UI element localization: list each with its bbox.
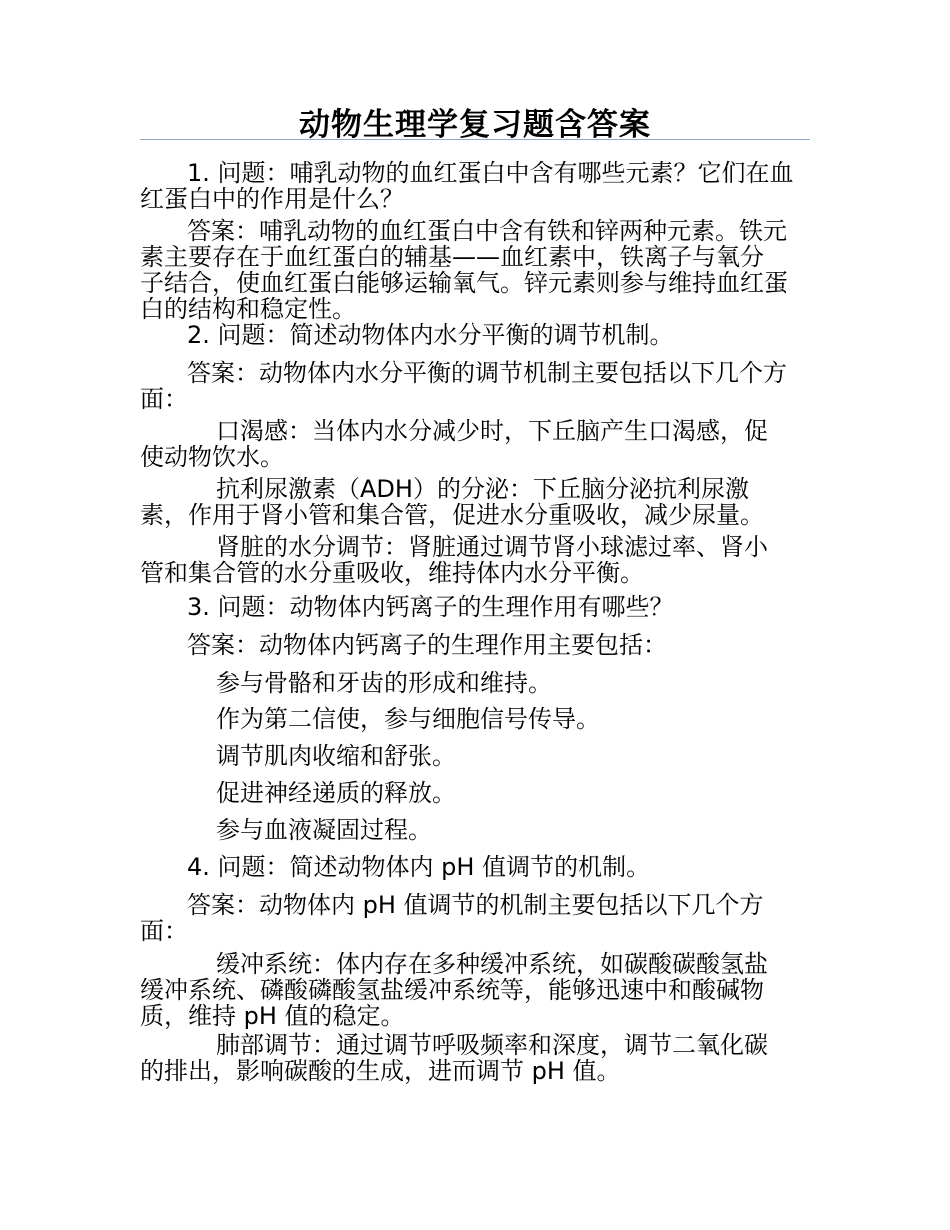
paragraph-a1 — [140, 218, 812, 322]
text-line: 答案：哺乳动物的血红蛋白中含有铁和锌两种元素。铁元 — [187, 217, 787, 245]
paragraph-q3 — [140, 594, 812, 620]
text-line: 红蛋白中的作用是什么？ — [140, 185, 404, 213]
text-line: 子结合，使血红蛋白能够运输氧气。锌元素则参与维持血红蛋 — [140, 269, 788, 297]
text-line: 肺部调节：通过调节呼吸频率和深度，调节二氧化碳 — [216, 1031, 768, 1059]
text-line: 质，维持 pH 值的稳定。 — [140, 1002, 405, 1030]
text-line: 肾脏的水分调节：肾脏通过调节肾小球滤过率、肾小 — [216, 533, 768, 561]
text-line: 答案：动物体内钙离子的生理作用主要包括： — [187, 631, 667, 659]
text-line: 3. 问题：动物体内钙离子的生理作用有哪些？ — [187, 593, 674, 621]
list-item — [140, 743, 812, 769]
paragraph-kidney — [140, 534, 812, 586]
document-title: 动物生理学复习题含答案 — [299, 107, 651, 143]
list-item — [140, 780, 812, 806]
paragraph-q4 — [140, 854, 812, 880]
text-line: 口渴感：当体内水分减少时，下丘脑产生口渴感，促 — [216, 417, 768, 445]
text-line: 缓冲系统：体内存在多种缓冲系统，如碳酸碳酸氢盐 — [216, 950, 768, 978]
paragraph-a3 — [140, 632, 812, 658]
text-line: 调节肌肉收缩和舒张。 — [216, 742, 456, 770]
list-item — [140, 670, 812, 696]
text-line: 的排出，影响碳酸的生成，进而调节 pH 值。 — [140, 1057, 621, 1085]
text-line: 白的结构和稳定性。 — [140, 295, 356, 323]
paragraph-a2 — [140, 360, 812, 412]
text-line: 1. 问题：哺乳动物的血红蛋白中含有哪些元素？它们在血 — [187, 159, 794, 187]
text-line: 面： — [140, 385, 188, 413]
paragraph-thirst — [140, 418, 812, 470]
text-line: 缓冲系统、磷酸磷酸氢盐缓冲系统等，能够迅速中和酸碱物 — [140, 976, 764, 1004]
text-line: 使动物饮水。 — [140, 443, 284, 471]
text-line: 促进神经递质的释放。 — [216, 779, 456, 807]
text-line: 参与骨骼和牙齿的形成和维持。 — [216, 669, 552, 697]
title-underline — [140, 139, 810, 140]
list-item — [140, 817, 812, 843]
list-item — [140, 706, 812, 732]
paragraph-lung — [140, 1032, 812, 1084]
paragraph-q2 — [140, 322, 812, 348]
paragraph-q1 — [140, 160, 812, 212]
paragraph-adh — [140, 476, 812, 528]
text-line: 面： — [140, 917, 188, 945]
text-line: 抗利尿激素（ADH）的分泌：下丘脑分泌抗利尿激 — [216, 475, 749, 503]
text-line: 2. 问题：简述动物体内水分平衡的调节机制。 — [187, 321, 674, 349]
text-line: 答案：动物体内水分平衡的调节机制主要包括以下几个方 — [187, 359, 787, 387]
text-line: 作为第二信使，参与细胞信号传导。 — [216, 705, 600, 733]
text-line: 素主要存在于血红蛋白的辅基——血红素中，铁离子与氧分 — [140, 243, 764, 271]
paragraph-a4 — [140, 892, 812, 944]
text-line: 参与血液凝固过程。 — [216, 816, 432, 844]
text-line: 素，作用于肾小管和集合管，促进水分重吸收，减少尿量。 — [140, 501, 764, 529]
text-line: 答案：动物体内 pH 值调节的机制主要包括以下几个方 — [187, 891, 764, 919]
text-line: 4. 问题：简述动物体内 pH 值调节的机制。 — [187, 853, 651, 881]
text-line: 管和集合管的水分重吸收，维持体内水分平衡。 — [140, 559, 644, 587]
paragraph-buffer — [140, 951, 812, 1029]
